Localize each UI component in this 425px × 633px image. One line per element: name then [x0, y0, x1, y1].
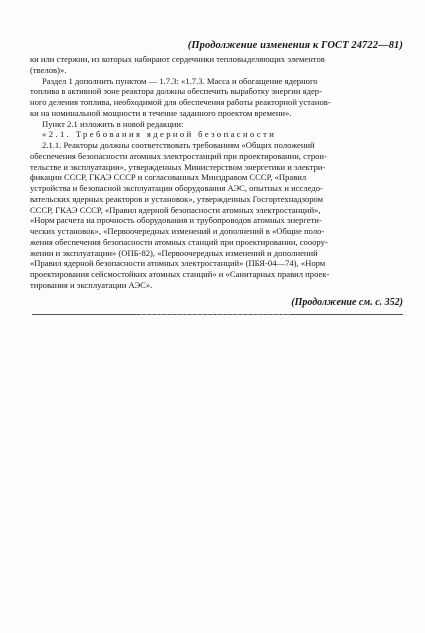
document-body: [30, 54, 402, 291]
text-line: жения обеспечения безопасности атомных станций при проектировании, сооору-: [30, 236, 328, 247]
text-line: проектирования сейсмостойких атомных станций» и «Санитарных правил проек-: [30, 269, 330, 279]
continuation-footer: (Продолжение см. с. 352): [291, 297, 403, 308]
text-line: ного деления топлива, необходимой для обеспечения работы реакторной установ-: [30, 97, 331, 107]
text-line: 2.1.1. Реакторы должны соответствовать требованиям «Общих положений: [42, 140, 315, 150]
text-line: топлива в активной зоне реактора должны обеспечить выработку энергии ядер-: [30, 86, 322, 97]
text-line: ки или стержни, из которых набирают сердечники тепловыделяющих элементов: [30, 54, 325, 64]
text-line: Пункт 2.1 изложить в новой редакции:: [42, 118, 184, 129]
text-line: вательских ядерных реакторов и установок», утвержденных Госгортехнадзором: [30, 193, 324, 204]
text-line: ческих установок», «Первоочередных изменений и дополнений в «Общие поло-: [30, 226, 325, 236]
text-line: (твелов)».: [30, 64, 67, 75]
continuation-header: (Продолжение изменения к ГОСТ 24722—81): [187, 40, 403, 51]
text-line: «Правил ядерной безопасности атомных электростанций» (ПБЯ-04—74), «Норм: [30, 258, 326, 269]
text-line: ки на номинальной мощности в течение заданного проектом времени».: [30, 107, 292, 118]
text-line: СССР, ГКАЭ СССР, «Правил ядерной безопасности атомных электростанций»,: [30, 204, 321, 215]
text-line: жении и эксплуатации» (ОПБ-82), «Первоочередных изменений и дополнений: [30, 247, 318, 258]
text-line: обеспечения безопасности атомных электростанций при проектировании, строи-: [30, 150, 327, 161]
text-line: Раздел 1 дополнить пунктом — 1.7.3: «1.7.3. Масса и обогащение ядерного: [42, 75, 318, 86]
footer-divider-dashed: [140, 314, 290, 315]
text-line: тельстве и эксплуатации», утвержденных Министерством энергетики и электри-: [30, 161, 326, 172]
text-line: тирования и эксплуатации АЭС».: [30, 279, 153, 290]
text-line: устройства и безопасной эксплуатации оборудования АЭС, опытных и исследо-: [30, 183, 323, 193]
text-line: фикации СССР, ГКАЭ СССР и согласованных Минздравом СССР, «Правил: [30, 172, 307, 183]
section-heading: «2.1. Требования ядерной безопасности: [42, 129, 277, 140]
text-line: «Норм расчета на прочность оборудования и трубопроводов атомных энергети-: [30, 215, 322, 226]
